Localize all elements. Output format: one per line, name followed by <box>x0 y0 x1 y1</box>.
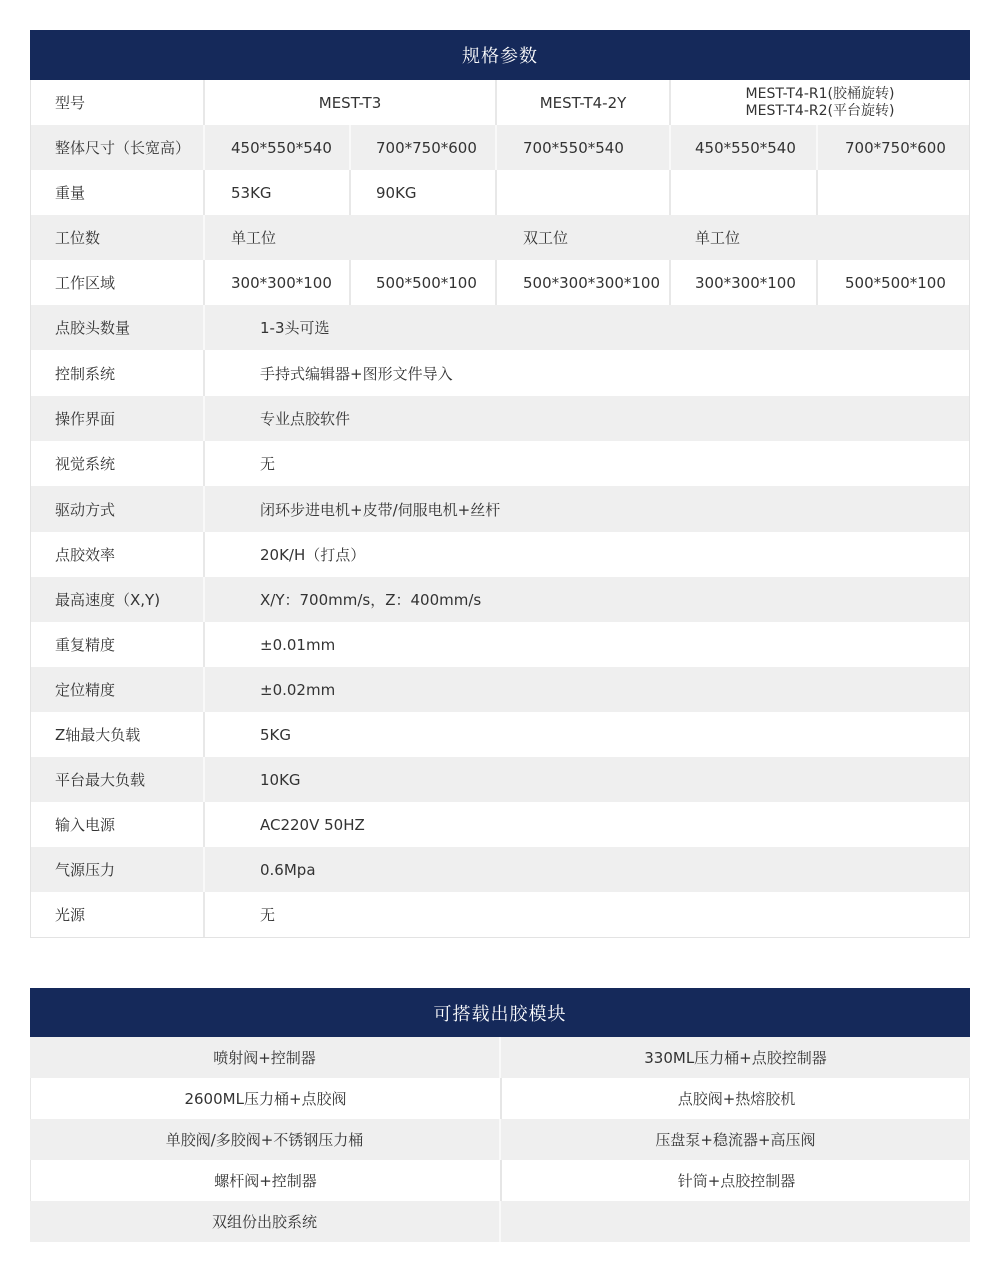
module-cell: 针筒+点胶控制器 <box>677 1172 796 1190</box>
spec-cell: 500*500*100 <box>376 273 477 292</box>
module-cell: 螺杆阀+控制器 <box>214 1172 317 1190</box>
spec-table-title <box>30 30 970 80</box>
spec-table-title-text: 规格参数 <box>462 46 538 67</box>
spec-row-stations <box>31 215 969 260</box>
spec-row-weight <box>31 170 969 215</box>
spec-cell: 双工位 <box>523 229 569 247</box>
spec-row <box>31 802 969 847</box>
spec-row <box>31 305 969 350</box>
spec-value: ±0.02mm <box>260 680 336 699</box>
spec-label: 工位数 <box>55 229 101 247</box>
spec-value: AC220V 50HZ <box>260 815 365 834</box>
module-table <box>30 1037 970 1241</box>
spec-label: 操作界面 <box>55 410 116 428</box>
module-row <box>30 1201 970 1242</box>
spec-label: 重复精度 <box>55 636 116 654</box>
spec-label: 控制系统 <box>55 364 116 383</box>
spec-cell: 700*750*600 <box>845 138 946 157</box>
spec-row-model <box>31 80 969 125</box>
spec-row <box>31 396 969 441</box>
spec-label: 光源 <box>55 906 86 924</box>
spec-value: 1-3头可选 <box>260 319 330 337</box>
model-r2: MEST-T4-R2(平台旋转) <box>745 102 895 119</box>
spec-table <box>30 80 970 938</box>
spec-row <box>31 441 969 486</box>
spec-value: 10KG <box>260 770 301 789</box>
spec-value: ±0.01mm <box>260 635 336 654</box>
spec-cell: 500*300*300*100 <box>523 273 661 292</box>
spec-label: 整体尺寸（长宽高） <box>55 139 191 157</box>
spec-value: 无 <box>260 906 276 924</box>
spec-value: 20K/H（打点） <box>260 546 366 564</box>
spec-row <box>31 350 969 396</box>
spec-label: 气源压力 <box>55 861 116 879</box>
module-cell: 2600ML压力桶+点胶阀 <box>184 1090 347 1108</box>
spec-cell: 300*300*100 <box>695 273 796 292</box>
spec-label: 驱动方式 <box>55 500 116 519</box>
spec-cell: 单工位 <box>231 229 277 247</box>
spec-row <box>31 532 969 577</box>
module-cell <box>501 1201 970 1242</box>
spec-label: 点胶效率 <box>55 546 116 564</box>
module-cell: 双组份出胶系统 <box>211 1213 317 1231</box>
spec-row <box>31 757 969 802</box>
module-cell: 压盘泵+稳流器+高压阀 <box>655 1131 816 1149</box>
spec-value: 专业点胶软件 <box>260 410 351 428</box>
spec-label: 平台最大负载 <box>55 771 146 789</box>
spec-value: 0.6Mpa <box>260 860 316 879</box>
spec-label: 输入电源 <box>55 816 116 834</box>
spec-cell: MEST-T4-2Y <box>539 93 627 112</box>
spec-cell: 700*550*540 <box>523 138 624 157</box>
spec-label: 型号 <box>55 94 86 112</box>
spec-row <box>31 712 969 757</box>
spec-row <box>31 622 969 667</box>
spec-value: 5KG <box>260 725 292 744</box>
spec-cell: 450*550*540 <box>695 138 796 157</box>
spec-row-size <box>31 125 969 170</box>
module-table-title <box>30 988 970 1038</box>
spec-cell: 90KG <box>376 183 417 202</box>
spec-cell: MEST-T3 <box>318 93 382 112</box>
spec-cell-model-r <box>671 80 969 125</box>
spec-row <box>31 847 969 892</box>
spec-cell: 500*500*100 <box>845 273 946 292</box>
module-row <box>30 1160 970 1201</box>
spec-label: 视觉系统 <box>55 455 116 473</box>
module-row <box>30 1078 970 1119</box>
spec-cell: 300*300*100 <box>231 273 332 292</box>
module-row <box>30 1119 970 1160</box>
spec-value: 手持式编辑器+图形文件导入 <box>260 364 453 383</box>
spec-label: 点胶头数量 <box>55 319 131 337</box>
module-cell: 喷射阀+控制器 <box>213 1049 316 1067</box>
module-cell: 点胶阀+热熔胶机 <box>677 1090 796 1108</box>
module-cell: 单胶阀/多胶阀+不锈钢压力桶 <box>165 1131 364 1149</box>
spec-row <box>31 577 969 622</box>
spec-label: Z轴最大负载 <box>55 726 141 744</box>
spec-cell: 53KG <box>231 183 272 202</box>
spec-value: 无 <box>260 455 276 473</box>
spec-row <box>31 892 969 937</box>
spec-label: 重量 <box>55 184 86 202</box>
spec-value: X/Y：700mm/s，Z：400mm/s <box>260 591 482 609</box>
spec-value: 闭环步进电机+皮带/伺服电机+丝杆 <box>260 500 501 519</box>
module-table-title-text: 可搭载出胶模块 <box>433 1004 567 1025</box>
module-row <box>30 1037 970 1078</box>
spec-cell: 450*550*540 <box>231 138 332 157</box>
model-r1: MEST-T4-R1(胶桶旋转) <box>745 85 895 102</box>
spec-cell: 单工位 <box>695 229 741 247</box>
spec-label: 定位精度 <box>55 681 116 699</box>
module-cell: 330ML压力桶+点胶控制器 <box>644 1049 827 1067</box>
spec-row <box>31 667 969 712</box>
spec-label: 工作区域 <box>55 274 116 292</box>
spec-label: 最高速度（X,Y) <box>55 591 161 609</box>
spec-row <box>31 486 969 532</box>
spec-cell: 700*750*600 <box>376 138 477 157</box>
spec-row-work-area <box>31 260 969 305</box>
